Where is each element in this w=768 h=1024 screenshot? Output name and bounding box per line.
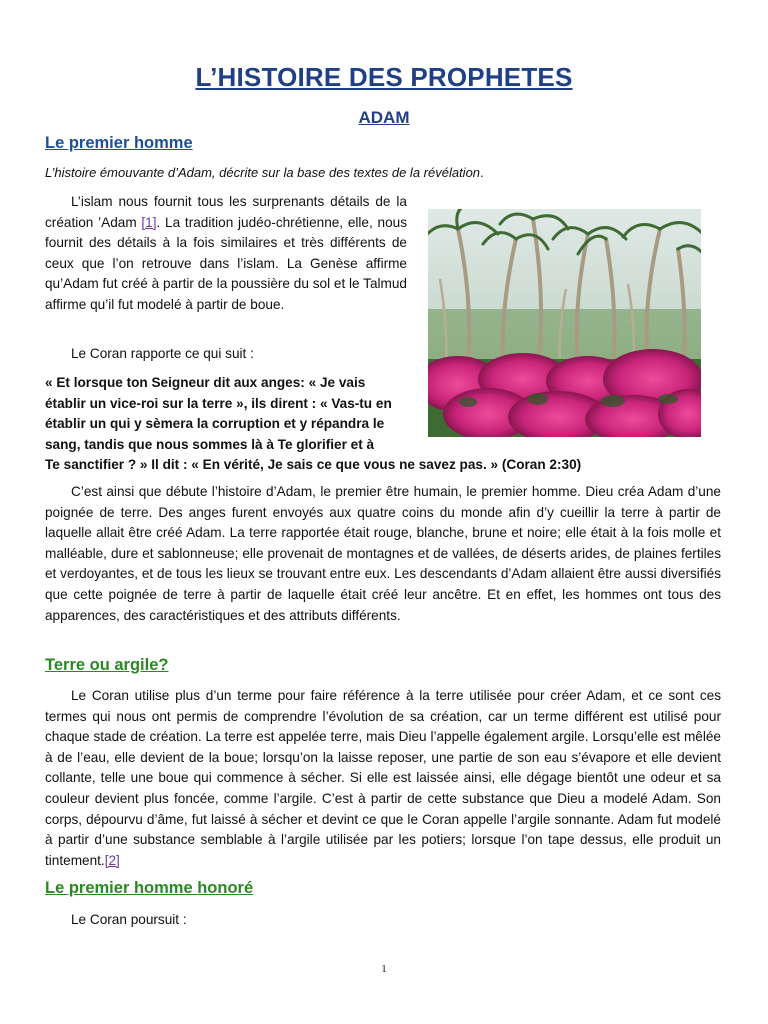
palm-garden-photo bbox=[428, 209, 701, 437]
paragraph-creation bbox=[45, 192, 407, 316]
paragraph-coran-poursuit: Le Coran poursuit : bbox=[71, 912, 187, 927]
quote-coran-2-30: « Et lorsque ton Seigneur dit aux anges: « Je vais établir un vice-roi sur la terre », ils dirent : « Vas-tu en établir un qui y sèmera la corruption et y répandra le sang, tandis que nous sommes là à Te glorifier et à bbox=[45, 375, 392, 452]
paragraph-debut-histoire: C’est ainsi que débute l’histoire d’Adam, le premier être humain, le premier homme. Dieu créa Adam d’une poignée de terre. Des anges furent envoyés aux quatre coins du monde afin d’y cueillir la terre à partir de laquelle allait être créé Adam. La terre rapportée était rouge, blanche, brune et noire; elle était à la fois molle et malléable, dure et sablonneuse; elle provenait de montagnes et de vallées, de déserts arides, de plaines fertiles et verdoyantes, et de tous les lieux se trouvant entre eux. Les descendants d’Adam allaient être aussi diversifiés que cette poignée de terre à partir de laquelle était créé leur ancêtre. Et en effet, les hommes ont tous des apparences, des caractéristiques et des attributs différents. bbox=[45, 484, 721, 623]
section-heading-premier-homme-honore: Le premier homme honoré bbox=[45, 879, 254, 897]
paragraph-coran-intro: Le Coran rapporte ce qui suit : bbox=[71, 346, 254, 361]
footnote-link-2[interactable]: [2] bbox=[104, 852, 120, 868]
page-title: L’HISTOIRE DES PROPHETES bbox=[195, 62, 573, 92]
paragraph-text: Le Coran utilise plus d’un terme pour faire référence à la terre utilisée pour créer Adam, et ce sont ces termes qui nous ont permis de comprendre l’évolution de sa création, car un terme différent est utilisé pour chaque stade de création. La terre est appelée terre, mais Dieu l’appelle également argile. Lorsqu’elle est mêlée à de l’eau, elle devient de la boue; lorsqu’on la laisse reposer, une partie de son eau s’évapore et elle devient collante, telle une boue qui commence à sécher. Si elle est laissée ainsi, elle dégage bientôt une odeur et sa couleur devient plus foncée, comme l’argile. C’est à partir de cette substance que Dieu a modelé Adam. Son corps, dépourvu d’âme, fut laissé à sécher et devint ce que le Coran appelle l’argile sonnante. Adam fut modelé à partir d’une substance semblable à l’argile utilisée par les potiers; lorsque l’on tape dessus, elle produit un tintement. bbox=[45, 688, 721, 868]
palm-flowers-image bbox=[428, 209, 701, 437]
section-heading-terre-argile: Terre ou argile? bbox=[45, 656, 169, 674]
paragraph-terre-argile bbox=[45, 686, 721, 871]
section-heading-premier-homme: Le premier homme bbox=[45, 134, 193, 152]
intro-italic-text: L’histoire émouvante d’Adam, décrite sur la base des textes de la révélation bbox=[45, 165, 481, 180]
intro-line bbox=[45, 165, 484, 180]
paragraph-text: . La tradition judéo-chrétienne, elle, nous fournit des détails à la fois similaires et très différents de ceux que l’on retrouve dans l’islam. La Genèse affirme qu’Adam fut créé à partir de la poussière du sol et le Talmud affirme qu’il fut modelé à partir de boue. bbox=[45, 214, 408, 312]
page-number: 1 bbox=[381, 963, 387, 975]
page-subtitle: ADAM bbox=[358, 108, 410, 127]
intro-period: . bbox=[480, 165, 484, 180]
paragraph-text: L’islam nous fournit tous les surprenants détails de la création ’Adam bbox=[45, 194, 407, 230]
footnote-link-1[interactable]: [1] bbox=[141, 214, 157, 230]
quote-coran-2-30-end: Te sanctifier ? » Il dit : « En vérité, Je sais ce que vous ne savez pas. » (Coran 2:30) bbox=[45, 457, 582, 472]
